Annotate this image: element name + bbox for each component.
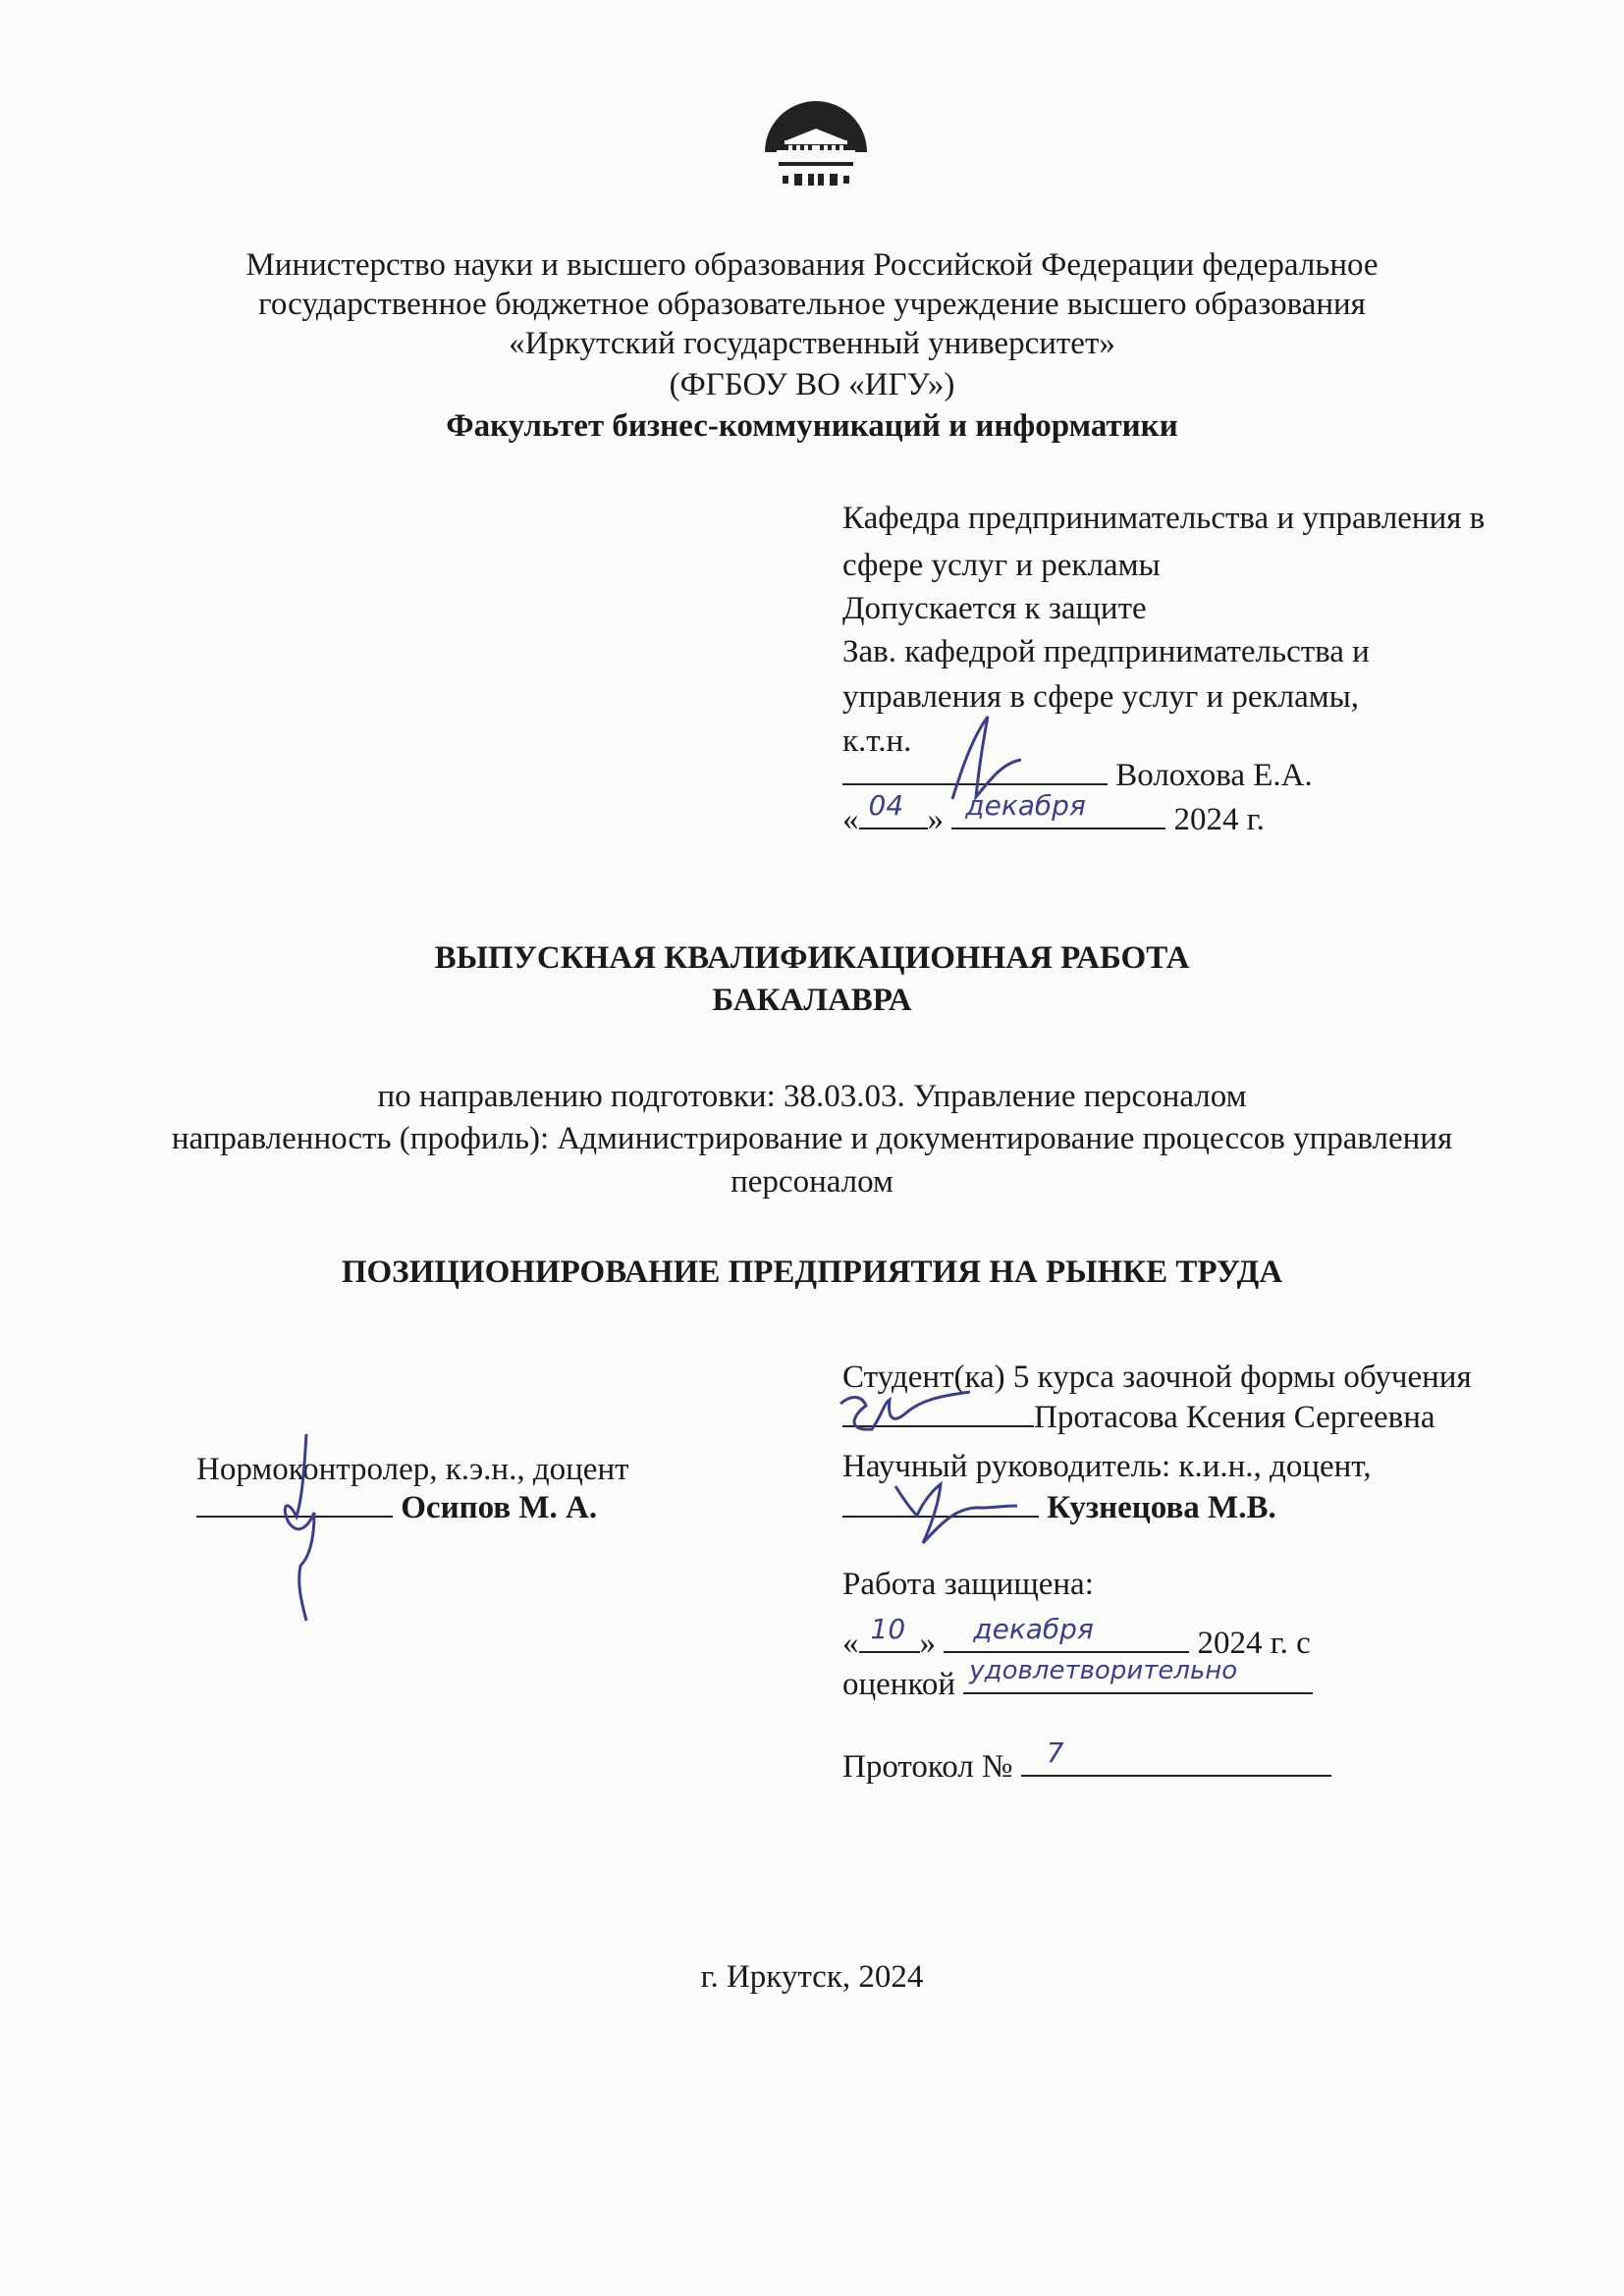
head-degree: к.т.н.: [842, 723, 912, 759]
signature-osipov: [267, 1428, 346, 1625]
grade-row: [842, 1656, 1313, 1704]
protocol-label: Протокол №: [842, 1749, 1013, 1785]
normcontrol-row: [196, 1488, 597, 1527]
defense-day-field: [859, 1613, 920, 1653]
supervisor-label: Научный руководитель: к.и.н., доцент,: [842, 1449, 1372, 1484]
defense-label: Работа защищена:: [842, 1567, 1094, 1602]
work-type-line-2: БАКАЛАВРА: [712, 983, 912, 1018]
student-name: Протасова Ксения Сергеевна: [1034, 1400, 1435, 1435]
thesis-topic: ПОЗИЦИОНИРОВАНИЕ ПРЕДПРИЯТИЯ НА РЫНКЕ ТРУДА: [341, 1255, 1283, 1290]
normcontrol-name: Осипов М. А.: [401, 1490, 598, 1525]
ministry-line-1: Министерство науки и высшего образования Российской Федерации федеральное: [245, 247, 1379, 283]
ministry-line-2: государственное бюджетное образовательное учреждение высшего образования: [258, 287, 1366, 322]
protocol-field: [1021, 1736, 1331, 1777]
student-label: Студент(ка) 5 курса заочной формы обучения: [842, 1360, 1472, 1395]
approval-day-field: [859, 789, 928, 829]
approval-month-field: [951, 789, 1165, 829]
admitted-label: Допускается к защите: [842, 591, 1147, 626]
protocol-number: 7: [1046, 1736, 1064, 1769]
work-type-line-1: ВЫПУСКНАЯ КВАЛИФИКАЦИОННАЯ РАБОТА: [434, 940, 1190, 976]
protocol-row: [842, 1736, 1331, 1787]
defense-day: 10: [870, 1613, 906, 1645]
supervisor-name: Кузнецова М.В.: [1047, 1490, 1276, 1525]
head-name: Волохова Е.А.: [1115, 758, 1313, 793]
defense-year: 2024 г. с: [1197, 1626, 1311, 1661]
signature-protasova: [833, 1386, 980, 1445]
head-line-2: управления в сфере услуг и рекламы,: [842, 679, 1360, 715]
defense-month: декабря: [973, 1613, 1094, 1645]
normcontrol-label: Нормоконтролер, к.э.н., доцент: [196, 1452, 629, 1487]
university-logo: [761, 93, 871, 203]
faculty-name: Факультет бизнес-коммуникаций и информатики: [446, 408, 1178, 444]
approval-day: 04: [868, 789, 904, 822]
approval-month: декабря: [965, 789, 1086, 822]
head-line-1: Зав. кафедрой предпринимательства и: [842, 634, 1370, 669]
defense-month-field: [944, 1613, 1189, 1653]
grade-value: удовлетворительно: [969, 1656, 1238, 1685]
university-name: «Иркутский государственный университет»: [509, 326, 1115, 361]
city-year: г. Иркутск, 2024: [700, 1959, 924, 1995]
signature-kuznetsova: [884, 1472, 1021, 1551]
university-abbr: (ФГБОУ ВО «ИГУ»): [669, 367, 955, 402]
direction-line-3: персоналом: [731, 1164, 893, 1200]
grade-field: [963, 1656, 1313, 1694]
department-line-1: Кафедра предпринимательства и управления в: [842, 501, 1486, 536]
approval-date-row: « 04 » декабря 2024 г.: [842, 800, 1265, 839]
grade-label: оценкой: [842, 1667, 955, 1702]
department-line-2: сфере услуг и рекламы: [842, 548, 1161, 583]
approval-year: 2024 г.: [1173, 802, 1265, 837]
defense-date-row: « 10 » декабря 2024 г. с: [842, 1624, 1311, 1663]
direction-line-2: направленность (профиль): Администрирование и документирование процессов управления: [171, 1121, 1453, 1156]
direction-line-1: по направлению подготовки: 38.03.03. Управление персоналом: [377, 1079, 1247, 1114]
